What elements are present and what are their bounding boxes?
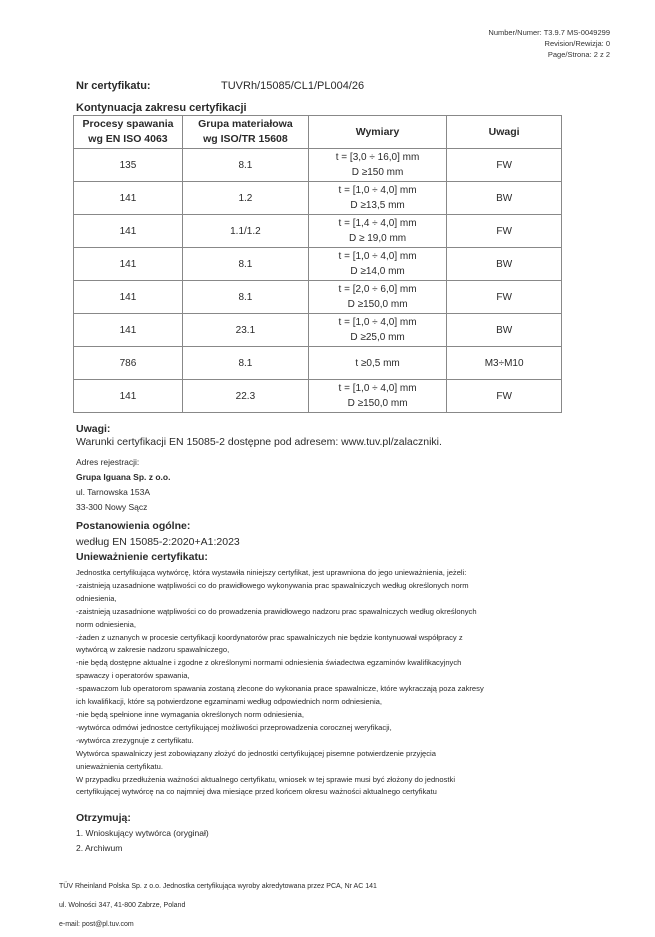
cell-process: 141 (74, 380, 183, 413)
cell-dimensions: t = [1,4 ÷ 4,0] mm D ≥ 19,0 mm (308, 215, 446, 248)
notes-title: Uwagi: (76, 423, 111, 435)
recipients-title: Otrzymują: (76, 812, 131, 824)
registration-company: Grupa Iguana Sp. z o.o. (76, 472, 171, 482)
column-header-notes: Uwagi (447, 116, 562, 149)
cell-note: BW (447, 314, 562, 347)
cell-note: FW (447, 149, 562, 182)
document-number: Number/Numer: T3.9.7 MS-0049299 (488, 28, 610, 37)
general-provisions-text: według EN 15085-2:2020+A1:2023 (76, 536, 240, 548)
cell-note: BW (447, 248, 562, 281)
cell-group: 23.1 (182, 314, 308, 347)
cell-dimensions: t = [1,0 ÷ 4,0] mm D ≥14,0 mm (308, 248, 446, 281)
cell-group: 1.2 (182, 182, 308, 215)
certificate-number: TUVRh/15085/CL1/PL004/26 (221, 80, 365, 92)
table-row (74, 281, 562, 314)
scope-title: Kontynuacja zakresu certyfikacji (76, 102, 247, 114)
scope-table (73, 115, 562, 413)
general-provisions-title: Postanowienia ogólne: (76, 520, 191, 532)
cell-note: FW (447, 215, 562, 248)
cell-dimensions: t = [1,0 ÷ 4,0] mm D ≥25,0 mm (308, 314, 446, 347)
footer (59, 877, 377, 934)
list-item: 1. Wnioskujący wytwórca (oryginał) (76, 828, 209, 838)
cell-process: 135 (74, 149, 183, 182)
cell-process: 141 (74, 281, 183, 314)
cell-dimensions: t = [2,0 ÷ 6,0] mm D ≥150,0 mm (308, 281, 446, 314)
footer-company: TÜV Rheinland Polska Sp. z o.o. Jednostka certyfikująca wyroby akredytowana przez PCA, Nr AC 141 (59, 883, 377, 890)
cell-group: 8.1 (182, 281, 308, 314)
table-row (74, 149, 562, 182)
cell-group: 22.3 (182, 380, 308, 413)
cell-process: 141 (74, 248, 183, 281)
document-revision: Revision/Rewizja: 0 (544, 39, 610, 48)
revocation-title: Unieważnienie certyfikatu: (76, 551, 208, 563)
column-header-material-group: Grupa materiałowa wg ISO/TR 15608 (182, 116, 308, 149)
cell-dimensions: t = [1,0 ÷ 4,0] mm D ≥13,5 mm (308, 182, 446, 215)
cell-note: M3÷M10 (447, 347, 562, 380)
table-row (74, 182, 562, 215)
table-row (74, 380, 562, 413)
cell-process: 786 (74, 347, 183, 380)
certificate-label: Nr certyfikatu: (76, 80, 151, 92)
cell-dimensions: t ≥0,5 mm (308, 347, 446, 380)
registration-city: 33-300 Nowy Sącz (76, 502, 148, 512)
cell-process: 141 (74, 182, 183, 215)
list-item: 2. Archiwum (76, 843, 123, 853)
table-row (74, 248, 562, 281)
document-header (488, 27, 610, 60)
cell-dimensions: t = [1,0 ÷ 4,0] mm D ≥150,0 mm (308, 380, 446, 413)
document-page: Page/Strona: 2 z 2 (547, 50, 610, 59)
notes-text: Warunki certyfikacji EN 15085-2 dostępne pod adresem: www.tuv.pl/zalaczniki. (76, 436, 442, 448)
footer-address: ul. Wolności 347, 41-800 Zabrze, Poland (59, 902, 186, 909)
cell-process: 141 (74, 314, 183, 347)
table-row (74, 347, 562, 380)
cell-process: 141 (74, 215, 183, 248)
table-header-row (74, 116, 562, 149)
registration-address (76, 455, 170, 515)
column-header-dimensions: Wymiary (308, 116, 446, 149)
revocation-text: Jednostka certyfikująca wytwórcę, która wystawiła niniejszy certyfikat, jest uprawniona do jego unieważnienia, jeżeli: -zaistnieją uzasadnione wątpliwości co do prawidłowego wykonywania prac spawalniczych według określonych norm odniesienia, -zaistnieją uzasadnione wątpliwości co do prowadzenia prawidłowego nadzoru prac spawalniczych według określonych norm odniesienia, -żaden z uznanych w procesie certyfikacji koordynatorów prac spawalniczych nie będzie kontynuował współpracy z wytwórcą w zakresie nadzoru spawalniczego, -nie będą dostępne aktualne i zgodne z określonymi normami odniesienia świadectwa egzaminów kwalifikacyjnych spawaczy i operatorów spawania, -spawaczom lub operatorom spawania zostaną zlecone do wykonania prace spawalnicze, które wykraczają poza zakresy ich kwalifikacji, które są potwierdzone egzaminami według odpowiednich norm odniesienia, -nie będą spełnione inne wymagania określonych norm odniesienia, -wytwórca odmówi jednostce certyfikującej możliwości przeprowadzenia corocznej weryfikacji, -wytwórca zrezygnuje z certyfikatu. Wytwórca spawalniczy jest zobowiązany złożyć do jednostki certyfikującej pisemne potwierdzenie przyjęcia unieważnienia certyfikatu. W przypadku przedłużenia ważności aktualnego certyfikatu, wniosek w tej sprawie musi być złożony do jednostki certyfikującej wytwórcę na co najmniej dwa miesiące przed końcem okresu ważności aktualnego certyfikatu (76, 568, 484, 797)
table-row (74, 215, 562, 248)
cell-group: 8.1 (182, 149, 308, 182)
cell-note: FW (447, 380, 562, 413)
table-row (74, 314, 562, 347)
cell-note: BW (447, 182, 562, 215)
cell-group: 1.1/1.2 (182, 215, 308, 248)
registration-label: Adres rejestracji: (76, 457, 140, 467)
footer-email: e-mail: post@pl.tuv.com (59, 921, 134, 928)
registration-street: ul. Tarnowska 153A (76, 487, 151, 497)
cell-dimensions: t = [3,0 ÷ 16,0] mm D ≥150 mm (308, 149, 446, 182)
cell-group: 8.1 (182, 248, 308, 281)
cell-group: 8.1 (182, 347, 308, 380)
column-header-process: Procesy spawania wg EN ISO 4063 (74, 116, 183, 149)
cell-note: FW (447, 281, 562, 314)
recipients-list (76, 826, 209, 856)
